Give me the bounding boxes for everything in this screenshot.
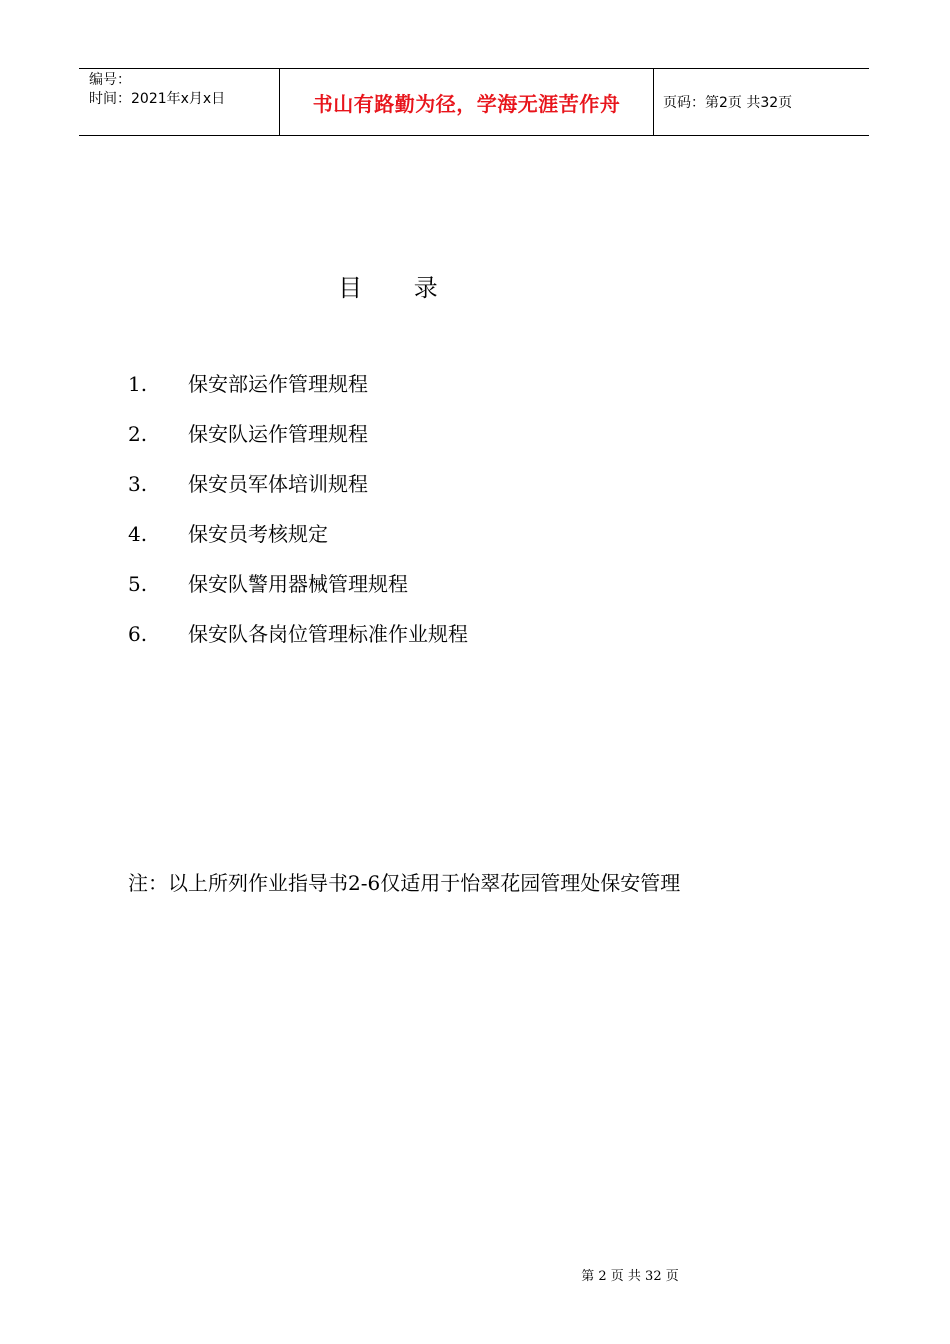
toc-item-label: 保安员考核规定	[188, 522, 328, 546]
time-label: 时间：2021年x月x日	[89, 91, 226, 107]
footnote: 注：以上所列作业指导书2-6仅适用于怡翠花园管理处保安管理	[128, 871, 681, 895]
header-page-info: 页码：第2页 共32页	[663, 95, 793, 111]
toc-item-label: 保安队警用器械管理规程	[188, 572, 408, 596]
toc-item-label: 保安队运作管理规程	[188, 422, 368, 446]
toc-item-number: 1.	[128, 372, 148, 396]
toc-item-label: 保安队各岗位管理标准作业规程	[188, 622, 468, 646]
toc-item	[128, 418, 468, 468]
toc-item	[128, 368, 468, 418]
toc-item-number: 2.	[128, 422, 148, 446]
toc-item-label: 保安员军体培训规程	[188, 472, 368, 496]
toc-item	[128, 568, 468, 618]
toc-item-number: 3.	[128, 472, 148, 496]
header-meta-cell	[79, 69, 280, 135]
toc-item-number: 6.	[128, 622, 148, 646]
toc-title: 目 录	[338, 274, 460, 302]
toc-item	[128, 468, 468, 518]
header-motto: 书山有路勤为径，学海无涯苦作舟	[280, 69, 654, 135]
page-footer: 第 2 页 共 32 页	[581, 1269, 679, 1284]
toc-item-number: 5.	[128, 572, 148, 596]
toc-item	[128, 518, 468, 568]
serial-label: 编号：	[89, 72, 131, 88]
toc-list	[128, 368, 468, 668]
toc-item	[128, 618, 468, 668]
toc-item-label: 保安部运作管理规程	[188, 372, 368, 396]
toc-item-number: 4.	[128, 522, 148, 546]
document-header	[79, 68, 869, 136]
